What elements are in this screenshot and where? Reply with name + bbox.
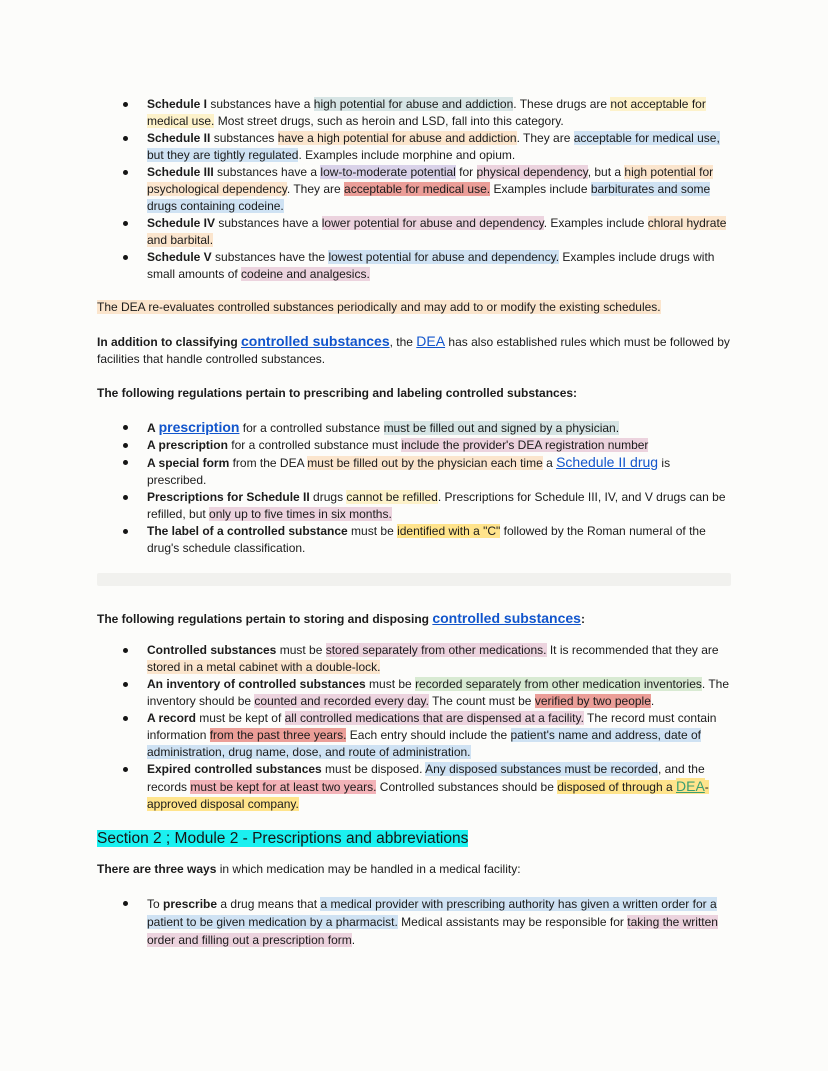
highlighted-text: high potential for abuse and addiction bbox=[313, 97, 514, 111]
highlighted-text: The DEA re-evaluates controlled substances periodically and may add to or modify the existing schedules. bbox=[97, 300, 661, 314]
list-item-inventory bbox=[97, 676, 731, 710]
text-run: substances bbox=[210, 131, 278, 145]
text-run: Medical assistants may be responsible for bbox=[397, 915, 628, 929]
text-run: The following regulations pertain to prescribing and labeling controlled substances: bbox=[97, 386, 578, 400]
highlighted-text: chloral hydrate and barbital. bbox=[147, 216, 727, 247]
list-item-prescribe bbox=[97, 895, 731, 949]
text-run: , the bbox=[389, 335, 417, 349]
text-run: A record bbox=[147, 711, 196, 725]
text-run: followed by the Roman numeral of the drug's schedule classification. bbox=[147, 524, 706, 555]
highlighted-text: only up to five times in six months. bbox=[209, 507, 392, 521]
text-run: . They are bbox=[516, 131, 574, 145]
text-run: . They are bbox=[286, 182, 345, 196]
dea-reevaluates-paragraph bbox=[97, 299, 731, 316]
text-run: . bbox=[650, 694, 655, 708]
highlighted-text: all controlled medications that are dispensed at a facility. bbox=[284, 711, 584, 725]
text-run: An inventory of controlled substances bbox=[147, 677, 366, 691]
text-run: . Examples include morphine and opium. bbox=[298, 148, 516, 162]
list-item-dea-registration bbox=[97, 437, 731, 454]
highlighted-text: have a high potential for abuse and addiction bbox=[277, 131, 517, 145]
text-run: for a controlled substance must bbox=[227, 438, 402, 452]
text-run: . Examples include bbox=[543, 216, 648, 230]
link[interactable]: controlled substances bbox=[241, 333, 390, 349]
text-run: . bbox=[351, 933, 356, 947]
text-run: . These drugs are bbox=[513, 97, 611, 111]
storing-regulations-heading bbox=[97, 610, 731, 628]
list-item-schedule-5 bbox=[97, 249, 731, 283]
text-run: must be kept of bbox=[195, 711, 285, 725]
medication-handling-list bbox=[97, 895, 731, 949]
text-run: The label of a controlled substance bbox=[147, 524, 348, 538]
text-run: is prescribed. bbox=[147, 456, 671, 487]
text-run: a drug means that bbox=[217, 897, 321, 911]
text-run: for a controlled substance bbox=[239, 421, 384, 435]
highlighted-text: recorded separately from other medication inventories bbox=[415, 677, 702, 691]
list-item-special-form bbox=[97, 454, 731, 489]
highlighted-text: not acceptable for medical use. bbox=[147, 97, 706, 128]
highlighted-text: Any disposed substances must be recorded bbox=[425, 762, 658, 776]
prescribing-regulations-heading bbox=[97, 385, 731, 402]
text-run: substances have a bbox=[207, 97, 314, 111]
text-run: substances have a bbox=[213, 165, 321, 179]
list-item-label-c bbox=[97, 523, 731, 557]
text-run: Controlled substances should be bbox=[376, 780, 558, 794]
text-run: . The inventory should be bbox=[147, 677, 730, 708]
list-item-stored-separately bbox=[97, 642, 731, 676]
text-run: To bbox=[147, 897, 164, 911]
text-run: Most street drugs, such as heroin and LSD, fall into this category. bbox=[214, 114, 564, 128]
in-addition-paragraph bbox=[97, 333, 731, 368]
highlighted-text: include the provider's DEA registration number bbox=[401, 438, 649, 452]
highlighted-text: patient's name and address, date of administration, drug name, dose, and route of administration. bbox=[147, 728, 701, 759]
highlighted-text: stored in a metal cabinet with a double-lock. bbox=[147, 660, 381, 674]
highlighted-text: physical dependency bbox=[476, 165, 588, 179]
text-run: substances have a bbox=[215, 216, 322, 230]
link[interactable]: DEA bbox=[416, 333, 446, 349]
highlighted-text: acceptable for medical use. bbox=[344, 182, 491, 196]
highlighted-text: disposed of through a bbox=[557, 780, 676, 794]
text-run: Expired controlled substances bbox=[147, 762, 322, 776]
text-run: from the DEA bbox=[229, 456, 308, 470]
text-run: must be bbox=[347, 524, 398, 538]
text-run: in which medication may be handled in a medical facility: bbox=[216, 862, 521, 876]
three-ways-paragraph bbox=[97, 861, 731, 878]
highlighted-text: lower potential for abuse and dependency bbox=[321, 216, 544, 230]
text-run: A prescription bbox=[147, 438, 228, 452]
list-item-schedule-1 bbox=[97, 96, 731, 130]
text-run: There are three ways bbox=[97, 862, 217, 876]
text-run: prescribe bbox=[163, 897, 218, 911]
text-run: Examples include drugs with small amounts of bbox=[147, 250, 715, 281]
text-run: Schedule V bbox=[147, 250, 212, 264]
highlighted-text: high potential for psychological dependency bbox=[147, 165, 714, 196]
highlighted-text: acceptable for medical use, but they are tightly regulated bbox=[147, 131, 720, 162]
list-item-schedule-2 bbox=[97, 130, 731, 164]
highlighted-text: lowest potential for abuse and dependency. bbox=[328, 250, 560, 264]
highlighted-text: must be kept for at least two years. bbox=[190, 780, 377, 794]
section-2-heading bbox=[97, 829, 731, 848]
highlighted-text: taking the written order and filling out a prescription form bbox=[147, 915, 718, 947]
text-run: must be disposed. bbox=[321, 762, 426, 776]
text-run: Schedule IV bbox=[147, 216, 216, 230]
text-run: , but a bbox=[587, 165, 625, 179]
text-run: must be bbox=[365, 677, 416, 691]
highlighted-text: Section 2 ; Module 2 - Prescriptions and abbreviations bbox=[97, 830, 469, 847]
section-divider bbox=[97, 573, 731, 586]
highlighted-text: low-to-moderate potential bbox=[320, 165, 456, 179]
text-run: In addition to classifying bbox=[97, 335, 242, 349]
text-run: must be bbox=[276, 643, 326, 657]
list-item-expired bbox=[97, 761, 731, 813]
highlighted-text: verified by two people bbox=[534, 694, 651, 708]
highlighted-text: from the past three years. bbox=[209, 728, 347, 742]
link[interactable]: DEA bbox=[676, 778, 705, 794]
text-run: A bbox=[147, 421, 159, 435]
text-run: Schedule II bbox=[147, 131, 211, 145]
link[interactable]: controlled substances bbox=[432, 610, 581, 626]
text-run: Controlled substances bbox=[147, 643, 277, 657]
text-run: substances have the bbox=[211, 250, 329, 264]
link[interactable]: prescription bbox=[158, 419, 240, 435]
text-run: for bbox=[455, 165, 477, 179]
list-item-refills bbox=[97, 489, 731, 523]
highlighted-text: cannot be refilled bbox=[346, 490, 438, 504]
highlighted-text: must be filled out by the physician each time bbox=[307, 456, 543, 470]
text-run: : bbox=[580, 612, 585, 626]
text-run: Examples include bbox=[490, 182, 591, 196]
link[interactable]: Schedule II drug bbox=[556, 454, 659, 470]
text-run: It is recommended that they are bbox=[546, 643, 719, 657]
text-run: A special form bbox=[147, 456, 230, 470]
text-run: Prescriptions for Schedule II bbox=[147, 490, 310, 504]
list-item-prescription-signed bbox=[97, 419, 731, 437]
highlighted-text: stored separately from other medications. bbox=[325, 643, 547, 657]
text-run: a bbox=[542, 456, 557, 470]
list-item-schedule-3 bbox=[97, 164, 731, 215]
highlighted-text: identified with a "C" bbox=[397, 524, 501, 538]
highlighted-text: barbiturates and some drugs containing codeine. bbox=[147, 182, 711, 213]
text-run: . Prescriptions for Schedule III, IV, and V drugs can be refilled, but bbox=[147, 490, 726, 521]
storing-regulations-list bbox=[97, 642, 731, 813]
text-run: drugs bbox=[309, 490, 347, 504]
text-run: The record must contain information bbox=[147, 711, 717, 742]
text-run: , and the records bbox=[147, 762, 705, 794]
text-run: Each entry should include the bbox=[346, 728, 511, 742]
highlighted-text: a medical provider with prescribing authority has given a written order for a patient to be given medication by a pharmacist. bbox=[147, 897, 717, 929]
text-run: The count must be bbox=[428, 694, 535, 708]
highlighted-text: -approved disposal company. bbox=[147, 780, 709, 811]
schedule-substances-list bbox=[97, 96, 731, 283]
text-run: has also established rules which must be followed by facilities that handle controlled substances. bbox=[97, 335, 730, 366]
highlighted-text: must be filled out and signed by a physician. bbox=[383, 421, 620, 435]
prescribing-regulations-list bbox=[97, 419, 731, 557]
text-run: Schedule I bbox=[147, 97, 208, 111]
text-run: Schedule III bbox=[147, 165, 214, 179]
highlighted-text: counted and recorded every day. bbox=[254, 694, 429, 708]
list-item-schedule-4 bbox=[97, 215, 731, 249]
highlighted-text: codeine and analgesics. bbox=[241, 267, 370, 281]
text-run: The following regulations pertain to storing and disposing bbox=[97, 612, 433, 626]
list-item-record bbox=[97, 710, 731, 761]
